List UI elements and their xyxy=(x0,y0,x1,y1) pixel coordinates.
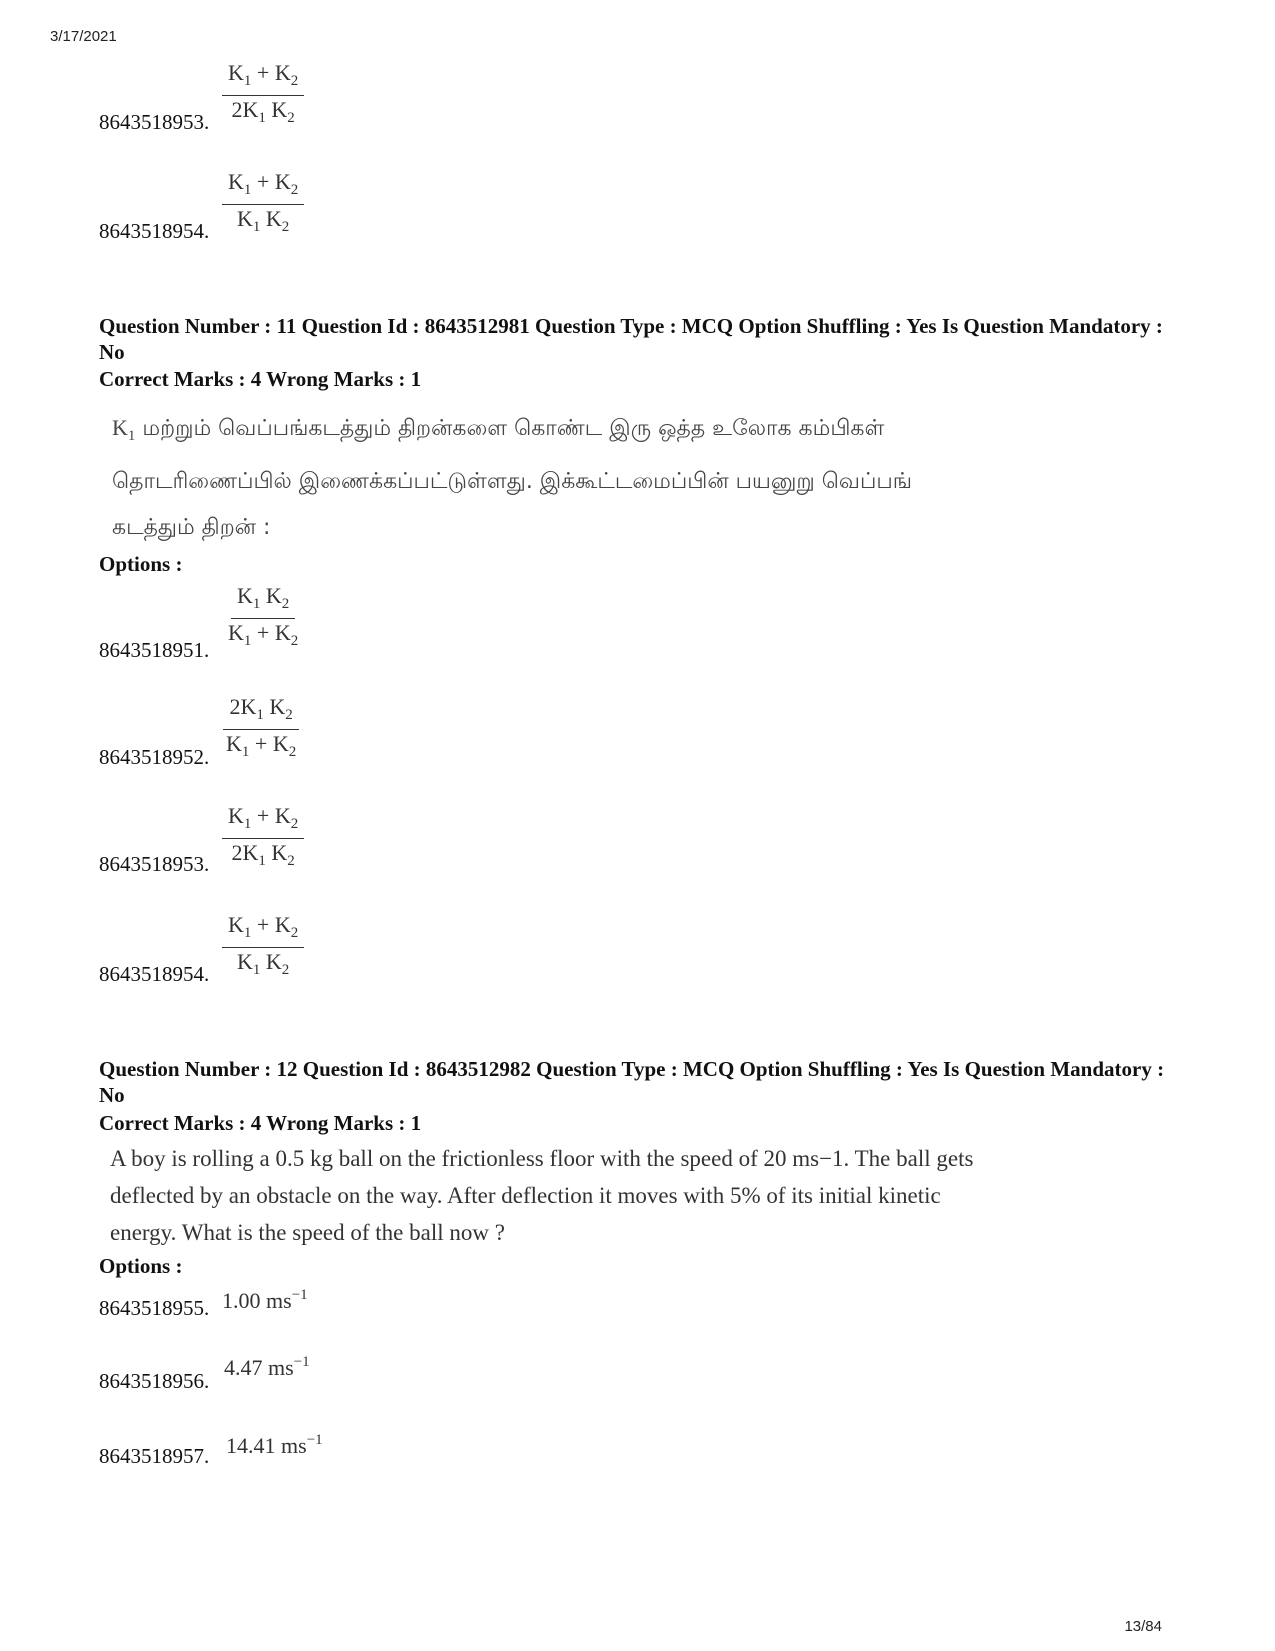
option-answer xyxy=(222,1287,308,1314)
formula-numerator: $K_1 + K_2$ xyxy=(222,60,304,96)
answer-exponent: −1 xyxy=(306,1432,323,1448)
option-formula xyxy=(222,803,304,874)
formula-numerator: $K_1 + K_2$ xyxy=(222,169,304,205)
question-text xyxy=(110,1140,1130,1251)
options-label: Options : xyxy=(99,552,183,576)
option-id: 8643518951. xyxy=(99,638,210,662)
formula-numerator: $K_1$ $K_2$ xyxy=(231,583,295,619)
question-text-line: energy. What is the speed of the ball now ? xyxy=(110,1220,505,1245)
option-formula xyxy=(222,583,304,654)
formula-denominator: $K_1 + K_2$ xyxy=(226,731,297,760)
formula-denominator: $2K_1$ $K_2$ xyxy=(231,840,295,869)
formula-numerator: $K_1 + K_2$ xyxy=(222,912,304,948)
question-text-line: A boy is rolling a 0.5 kg ball on the frictionless floor with the speed of 20 ms−1. The ball gets xyxy=(110,1146,974,1171)
question-text-line: கடத்தும் திறன் : xyxy=(112,515,271,540)
formula-denominator: $K_1$ $K_2$ xyxy=(236,949,290,978)
answer-exponent: −1 xyxy=(293,1354,310,1370)
page-number: 13/84 xyxy=(1124,1618,1162,1635)
option-formula xyxy=(220,694,302,765)
question-text-line: deflected by an obstacle on the way. After deflection it moves with 5% of its initial kinetic xyxy=(110,1183,941,1208)
question-header: Question Number : 11 Question Id : 8643512981 Question Type : MCQ Option Shuffling : Yes Is Question Mandatory : No xyxy=(99,314,1163,364)
option-id: 8643518956. xyxy=(99,1369,210,1393)
answer-value: 14.41 ms xyxy=(226,1433,307,1458)
answer-value: 4.47 ms xyxy=(224,1355,294,1380)
option-id: 8643518957. xyxy=(99,1444,210,1468)
question-text-line: $K_1$ மற்றும் வெப்பங்கடத்தும் திறன்களை கொண்ட இரு ஒத்த உலோக கம்பிகள் xyxy=(112,415,885,444)
option-id: 8643518954. xyxy=(99,219,210,243)
print-date: 3/17/2021 xyxy=(50,28,117,45)
option-answer xyxy=(224,1354,310,1381)
option-formula xyxy=(222,169,304,240)
option-id: 8643518953. xyxy=(99,110,210,134)
question-text-line: தொடரிணைப்பில் இணைக்கப்பட்டுள்ளது. இக்கூட்டமைப்பின் பயனுறு வெப்பங் xyxy=(112,469,912,494)
option-formula xyxy=(222,912,304,983)
formula-denominator: $K_1$ $K_2$ xyxy=(236,206,290,235)
option-id: 8643518953. xyxy=(99,852,210,876)
question-text xyxy=(112,405,1122,551)
answer-exponent: −1 xyxy=(291,1287,308,1303)
option-id: 8643518954. xyxy=(99,962,210,986)
question-text-segment: மற்றும் வெப்பங்கடத்தும் திறன்களை கொண்ட இரு ஒத்த உலோக கம்பிகள் xyxy=(142,416,885,441)
formula-numerator: $2K_1$ $K_2$ xyxy=(223,694,298,730)
formula-numerator: $K_1 + K_2$ xyxy=(222,803,304,839)
question-marks: Correct Marks : 4 Wrong Marks : 1 xyxy=(99,367,422,391)
answer-value: 1.00 ms xyxy=(222,1288,292,1313)
formula-denominator: $K_1 + K_2$ xyxy=(228,620,299,649)
option-id: 8643518955. xyxy=(99,1296,210,1320)
options-label: Options : xyxy=(99,1254,183,1278)
option-answer xyxy=(226,1432,323,1459)
formula-denominator: $2K_1$ $K_2$ xyxy=(231,97,295,126)
question-marks: Correct Marks : 4 Wrong Marks : 1 xyxy=(99,1111,422,1135)
question-header: Question Number : 12 Question Id : 8643512982 Question Type : MCQ Option Shuffling : Yes Is Question Mandatory : No xyxy=(99,1057,1165,1107)
option-formula xyxy=(222,60,304,131)
option-id: 8643518952. xyxy=(99,745,210,769)
